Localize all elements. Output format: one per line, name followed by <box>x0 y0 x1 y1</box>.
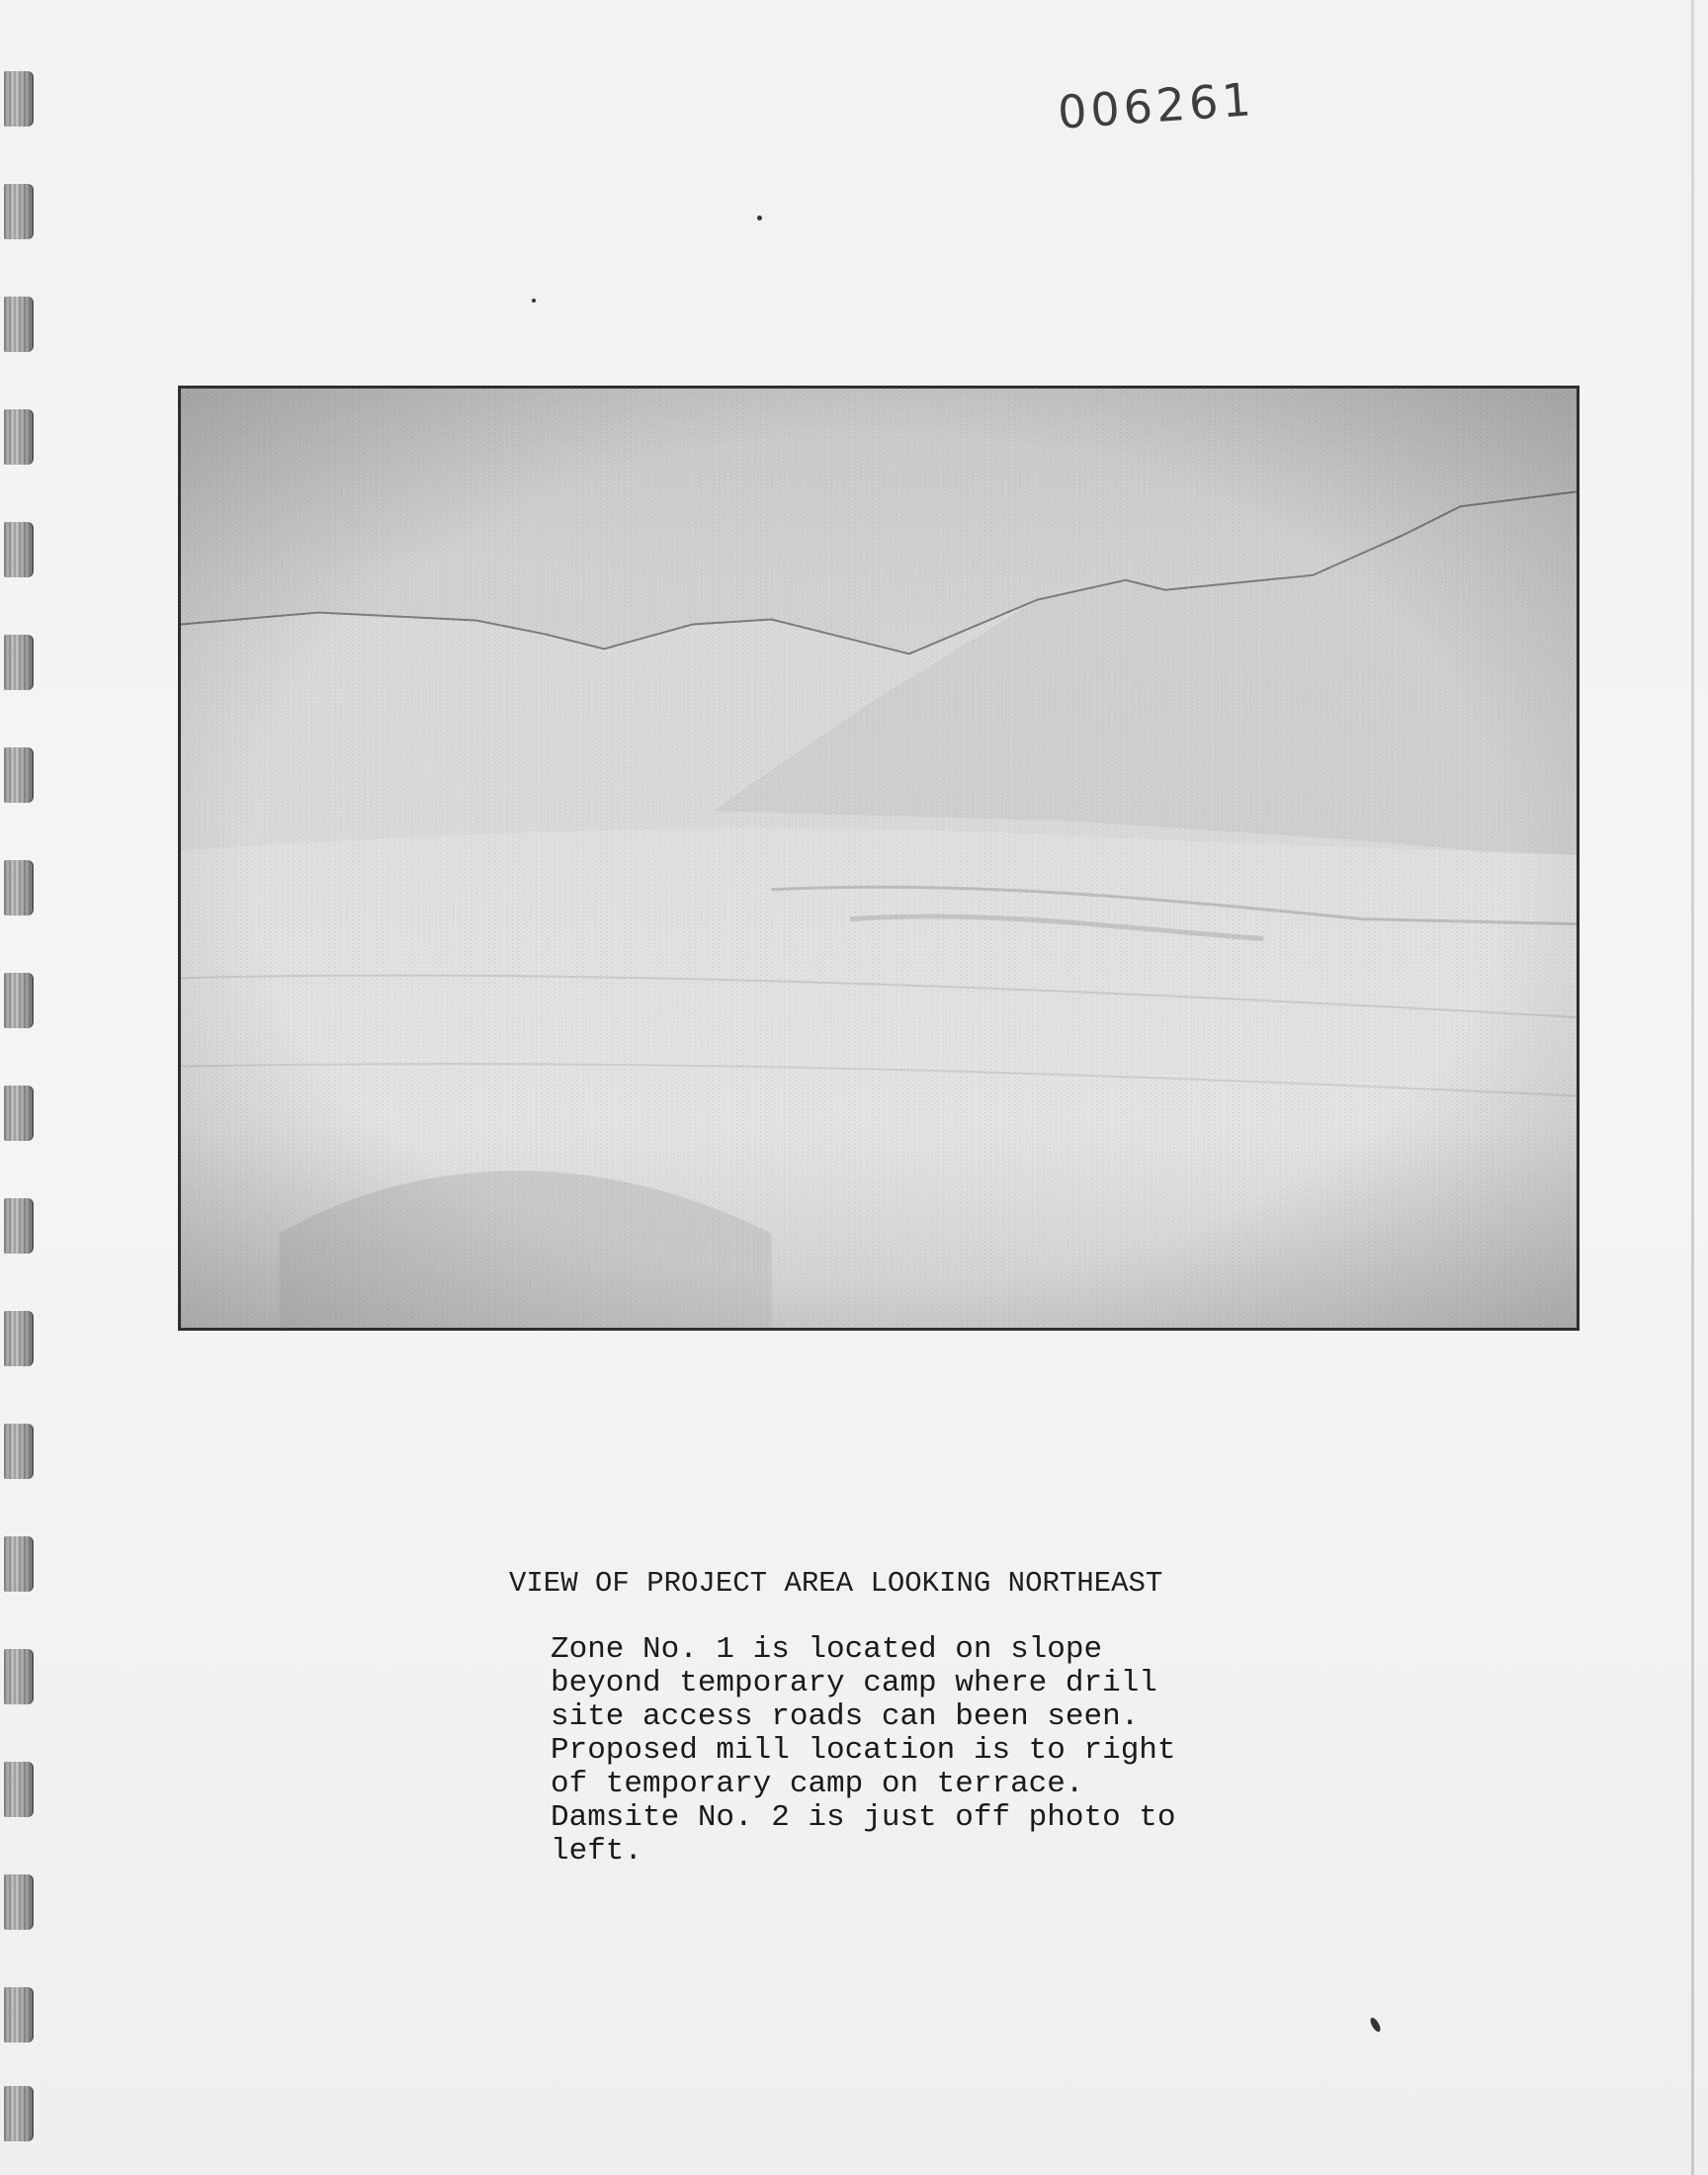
caption-line: Damsite No. 2 is just off photo to <box>551 1800 1176 1835</box>
binding-ring <box>4 635 34 690</box>
caption-line: left. <box>551 1834 643 1869</box>
binding-ring <box>4 1874 34 1930</box>
binding-ring <box>4 522 34 577</box>
binding-ring <box>4 1536 34 1592</box>
binding-ring <box>4 1649 34 1704</box>
figure-caption-description <box>551 1633 1176 1869</box>
caption-line: Zone No. 1 is located on slope <box>551 1632 1103 1667</box>
landscape-photo-graphic <box>181 389 1577 1328</box>
binding-ring <box>4 1198 34 1254</box>
binding-ring <box>4 973 34 1028</box>
paper-speck <box>1368 2016 1382 2033</box>
spiral-binding <box>0 0 49 2175</box>
binding-ring <box>4 184 34 239</box>
binding-ring <box>4 747 34 803</box>
paper-speck <box>532 299 536 303</box>
binding-ring <box>4 2086 34 2141</box>
binding-ring <box>4 860 34 915</box>
paper-speck <box>757 216 762 220</box>
binding-ring <box>4 1424 34 1479</box>
binding-ring <box>4 1311 34 1366</box>
binding-ring <box>4 1762 34 1817</box>
binding-ring <box>4 409 34 465</box>
binding-ring <box>4 71 34 127</box>
binding-ring <box>4 1987 34 2043</box>
figure-caption-title: VIEW OF PROJECT AREA LOOKING NORTHEAST <box>509 1567 1163 1600</box>
binding-ring <box>4 297 34 352</box>
page-edge <box>1691 0 1694 2175</box>
binding-ring <box>4 1086 34 1141</box>
caption-line: site access roads can been seen. <box>551 1699 1140 1734</box>
document-stamp-number: 006261 <box>1056 72 1257 139</box>
caption-line: of temporary camp on terrace. <box>551 1767 1084 1801</box>
caption-line: beyond temporary camp where drill <box>551 1666 1157 1700</box>
caption-line: Proposed mill location is to right <box>551 1733 1176 1768</box>
landscape-photo <box>178 386 1580 1331</box>
